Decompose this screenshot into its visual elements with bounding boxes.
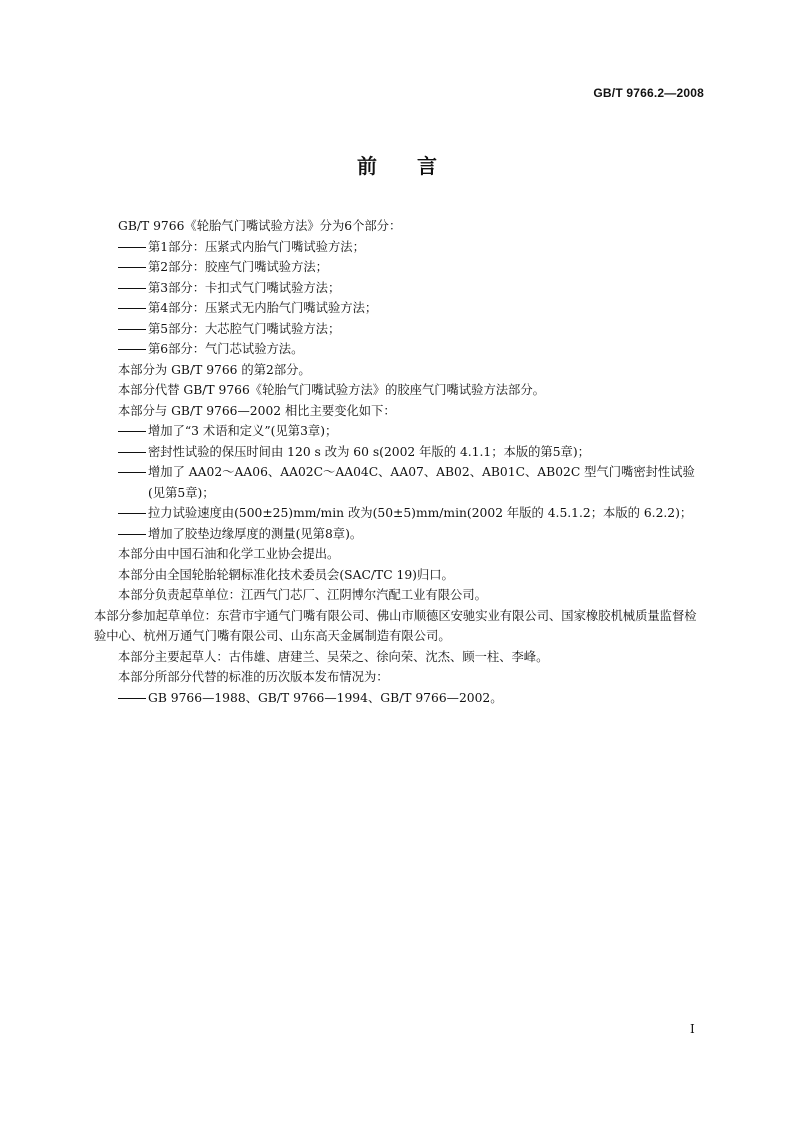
under-paragraph: 本部分由全国轮胎轮辋标准化技术委员会(SAC/TC 19)归口。 — [118, 567, 454, 582]
list-item: 第4部分：压紧式无内胎气门嘴试验方法； — [118, 298, 708, 319]
change-item: 增加了 AA02～AA06、AA02C～AA04C、AA07、AB02、AB01C、AB02C 型气门嘴密封性试验 — [118, 462, 708, 483]
page-title: 前言 — [357, 154, 477, 178]
list-item: 第5部分：大芯腔气门嘴试验方法； — [118, 319, 708, 340]
foreword-body — [94, 216, 708, 708]
history-item: GB 9766—1988、GB/T 9766—1994、GB/T 9766—2002。 — [118, 688, 708, 709]
page-number: I — [690, 1022, 695, 1036]
this-part-paragraph: 本部分为 GB/T 9766 的第2部分。 — [118, 362, 311, 377]
dash-icon — [118, 308, 146, 309]
changes-intro-paragraph: 本部分与 GB/T 9766—2002 相比主要变化如下： — [118, 403, 396, 418]
dash-icon — [118, 452, 146, 453]
change-item: 密封性试验的保压时间由 120 s 改为 60 s(2002 年版的 4.1.1；本版的第5章)； — [118, 442, 708, 463]
dash-icon — [118, 329, 146, 330]
proposed-by-paragraph: 本部分由中国石油和化学工业协会提出。 — [118, 547, 340, 561]
change-item: 增加了“3 术语和定义”(见第3章)； — [118, 421, 708, 442]
standard-code: GB/T 9766.2—2008 — [593, 86, 704, 100]
dash-icon — [118, 534, 146, 535]
dash-icon — [118, 288, 146, 289]
dash-icon — [118, 431, 146, 432]
replaces-paragraph: 本部分代替 GB/T 9766《轮胎气门嘴试验方法》的胶座气门嘴试验方法部分。 — [118, 383, 545, 397]
dash-icon — [118, 698, 146, 699]
list-item: 第3部分：卡扣式气门嘴试验方法； — [118, 278, 708, 299]
dash-icon — [118, 349, 146, 350]
list-item: 第6部分：气门芯试验方法。 — [118, 339, 708, 360]
list-item: 第1部分：压紧式内胎气门嘴试验方法； — [118, 237, 708, 258]
change-item-continuation: (见第5章)； — [148, 485, 215, 500]
intro-paragraph: GB/T 9766《轮胎气门嘴试验方法》分为6个部分： — [118, 219, 402, 233]
list-item: 第2部分：胶座气门嘴试验方法； — [118, 257, 708, 278]
change-item: 增加了胶垫边缘厚度的测量(见第8章)。 — [118, 524, 708, 545]
dash-icon — [118, 513, 146, 514]
dash-icon — [118, 267, 146, 268]
change-item: 拉力试验速度由(500±25)mm/min 改为(50±5)mm/min(2002 年版的 4.5.1.2；本版的 6.2.2)； — [118, 503, 708, 524]
history-intro-paragraph: 本部分所部分代替的标准的历次版本发布情况为： — [118, 670, 389, 684]
dash-icon — [118, 247, 146, 248]
drafters-paragraph: 本部分主要起草人：古伟雄、唐建兰、吴荣之、徐向荣、沈杰、顾一柱、李峰。 — [118, 649, 549, 664]
participating-units-paragraph: 本部分参加起草单位：东营市宇通气门嘴有限公司、佛山市顺德区安驰实业有限公司、国家橡胶机械质量监督检验中心、杭州万通气门嘴有限公司、山东高天金属制造有限公司。 — [94, 608, 697, 643]
drafting-unit-paragraph: 本部分负责起草单位：江西气门芯厂、江阴博尔汽配工业有限公司。 — [118, 588, 487, 602]
dash-icon — [118, 472, 146, 473]
